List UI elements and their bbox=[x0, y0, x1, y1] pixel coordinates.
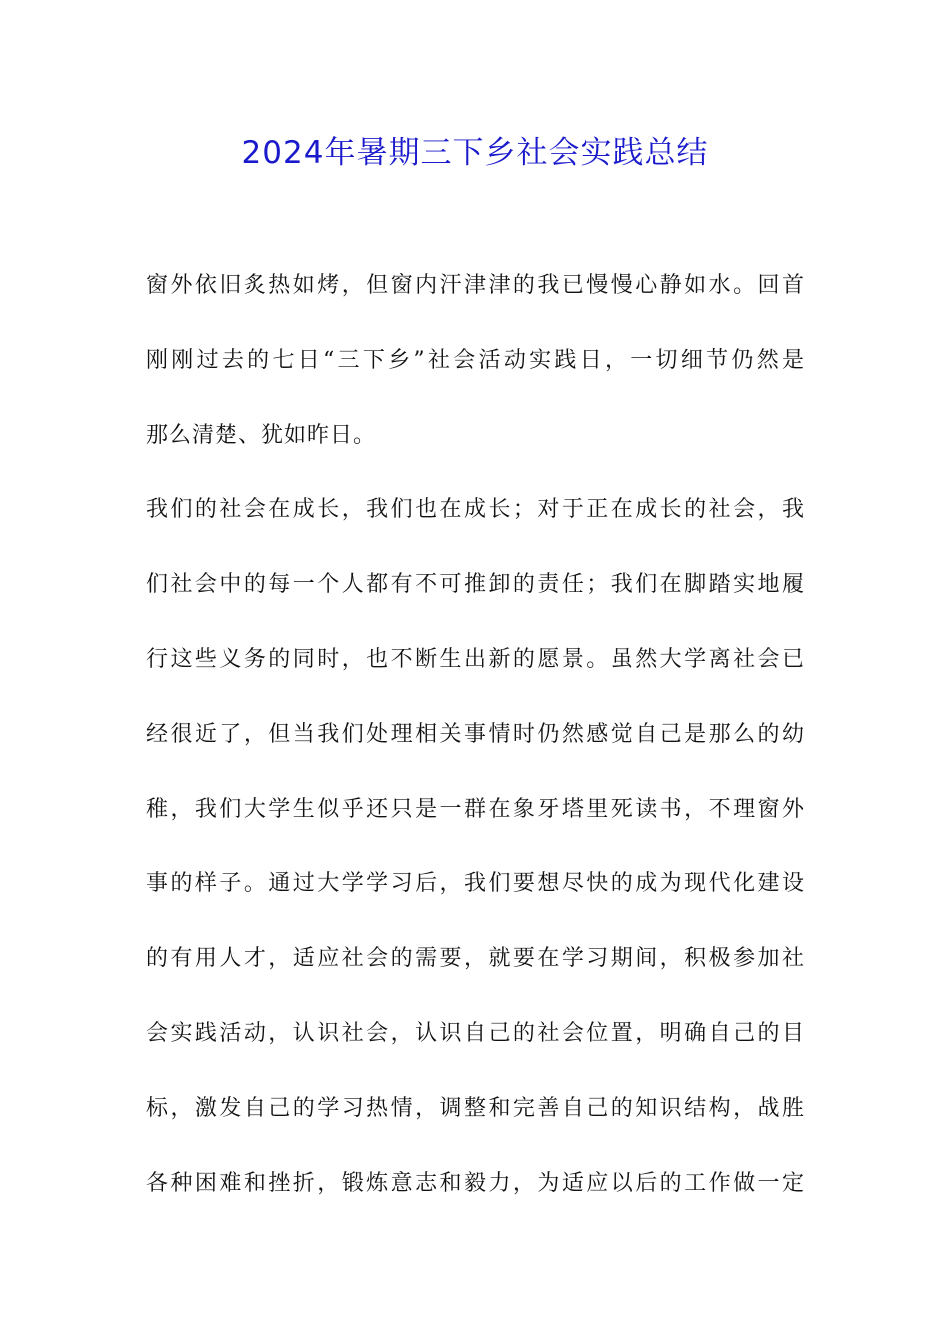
text-line: 标，激发自己的学习热情，调整和完善自己的知识结构，战胜 bbox=[146, 1095, 805, 1121]
text-line: 的有用人才，适应社会的需要，就要在学习期间，积极参加社 bbox=[146, 946, 805, 972]
text-line: 窗外依旧炙热如烤，但窗内汗津津的我已慢慢心静如水。回首 bbox=[146, 273, 805, 298]
text-line: 稚，我们大学生似乎还只是一群在象牙塔里死读书，不理窗外 bbox=[146, 796, 805, 822]
document-body bbox=[146, 262, 805, 1234]
document-title: 2024年暑期三下乡社会实践总结 bbox=[241, 135, 709, 171]
text-line: 那么清楚、犹如昨日。 bbox=[146, 422, 377, 448]
text-line: 刚刚过去的七日“三下乡”社会活动实践日，一切细节仍然是 bbox=[146, 347, 805, 373]
text-line: 们社会中的每一个人都有不可推卸的责任；我们在脚踏实地履 bbox=[146, 572, 805, 598]
text-line: 事的样子。通过大学学习后，我们要想尽快的成为现代化建设 bbox=[146, 871, 805, 897]
text-line: 我们的社会在成长，我们也在成长；对于正在成长的社会，我 bbox=[146, 497, 805, 523]
text-line: 行这些义务的同时，也不断生出新的愿景。虽然大学离社会已 bbox=[146, 646, 805, 672]
text-line: 经很近了，但当我们处理相关事情时仍然感觉自己是那么的幼 bbox=[146, 721, 805, 747]
text-line: 各种困难和挫折，锻炼意志和毅力，为适应以后的工作做一定 bbox=[146, 1170, 805, 1196]
text-line: 会实践活动，认识社会，认识自己的社会位置，明确自己的目 bbox=[146, 1020, 805, 1046]
